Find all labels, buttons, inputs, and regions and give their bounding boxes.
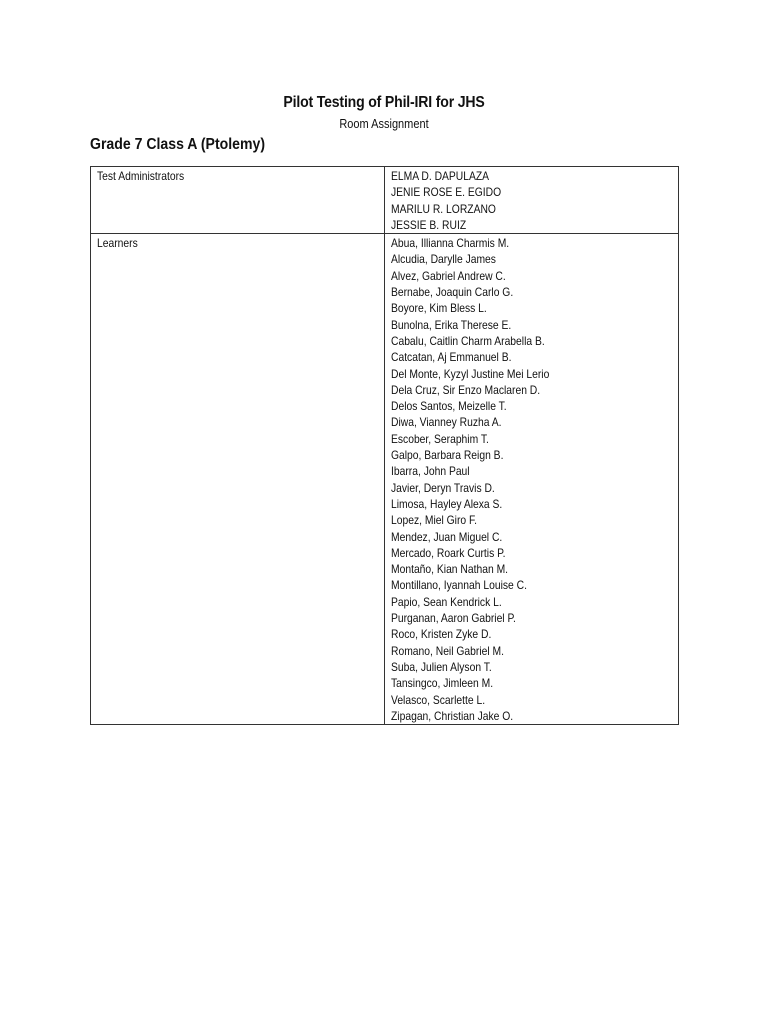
list-item: Suba, Julien Alyson T. [391, 659, 492, 674]
list-item: Lopez, Miel Giro F. [391, 513, 478, 528]
list-item: Escober, Seraphim T. [391, 431, 489, 446]
list-item: Catcatan, Aj Emmanuel B. [391, 350, 512, 365]
list-item: Alvez, Gabriel Andrew C. [391, 268, 506, 283]
list-item: Diwa, Vianney Ruzha A. [391, 415, 502, 430]
list-item: Mendez, Juan Miguel C. [391, 529, 503, 544]
document-subtitle: Room Assignment [339, 117, 429, 131]
table-row-learners [91, 234, 679, 725]
list-item: Montillano, Iyannah Louise C. [391, 578, 527, 593]
list-item: Galpo, Barbara Reign B. [391, 448, 504, 463]
list-item: Papio, Sean Kendrick L. [391, 594, 502, 609]
list-item: Roco, Kristen Zyke D. [391, 627, 492, 642]
list-item: Velasco, Scarlette L. [391, 692, 486, 707]
learners-list [385, 234, 679, 725]
list-item: Bernabe, Joaquin Carlo G. [391, 285, 514, 300]
room-assignment-table [90, 166, 679, 725]
list-item: JENIE ROSE E. EGIDO [391, 185, 502, 200]
list-item: Javier, Deryn Travis D. [391, 480, 495, 495]
list-item: Limosa, Hayley Alexa S. [391, 496, 503, 511]
list-item: Ibarra, John Paul [391, 464, 470, 479]
list-item: Tansingco, Jimleen M. [391, 676, 494, 691]
list-item: Dela Cruz, Sir Enzo Maclaren D. [391, 382, 541, 397]
list-item: JESSIE B. RUIZ [391, 217, 467, 232]
list-item: Abua, Illianna Charmis M. [391, 236, 510, 251]
list-item: Boyore, Kim Bless L. [391, 301, 487, 316]
list-item: Purganan, Aaron Gabriel P. [391, 611, 516, 626]
row-label-cell [91, 167, 385, 234]
list-item: Zipagan, Christian Jake O. [391, 708, 514, 723]
row-label: Learners [97, 236, 138, 251]
list-item: Romano, Neil Gabriel M. [391, 643, 504, 658]
list-item: Del Monte, Kyzyl Justine Mei Lerio [391, 366, 550, 381]
row-label-cell [91, 234, 385, 725]
list-item: Mercado, Roark Curtis P. [391, 545, 506, 560]
list-item: ELMA D. DAPULAZA [391, 169, 490, 183]
list-item: Cabalu, Caitlin Charm Arabella B. [391, 333, 545, 348]
list-item: Delos Santos, Meizelle T. [391, 399, 507, 414]
section-heading: Grade 7 Class A (Ptolemy) [90, 136, 266, 153]
list-item: MARILU R. LORZANO [391, 201, 496, 216]
document-title: Pilot Testing of Phil-IRI for JHS [283, 94, 485, 111]
table-row-test-administrators [91, 167, 679, 234]
administrators-list [385, 167, 679, 234]
row-label: Test Administrators [97, 169, 185, 183]
list-item: Montaño, Kian Nathan M. [391, 562, 509, 577]
list-item: Bunolna, Erika Therese E. [391, 317, 512, 332]
list-item: Alcudia, Darylle James [391, 252, 496, 267]
